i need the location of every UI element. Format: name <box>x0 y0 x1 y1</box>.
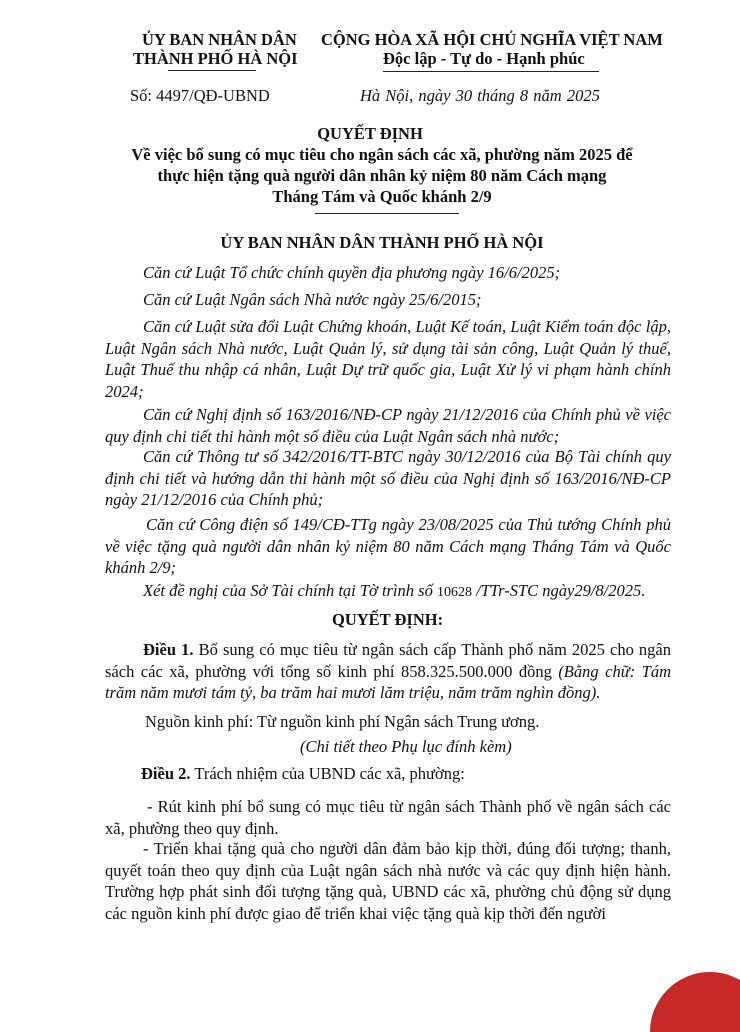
basis-6: Căn cứ Công điện số 149/CĐ-TTg ngày 23/08/2025 của Thủ tướng Chính phủ về việc tặng quà người dân nhân kỷ niệm 80 năm Cách mạng Tháng Tám và Quốc khánh 2/9; <box>105 515 671 577</box>
article-2: Điều 2. Trách nhiệm của UBND các xã, phường: <box>141 764 465 783</box>
agency-line2: THÀNH PHỐ HÀ NỘI <box>133 49 298 68</box>
subject-line1: Về việc bổ sung có mục tiêu cho ngân sách các xã, phường năm 2025 để <box>131 145 633 164</box>
detail-note: (Chi tiết theo Phụ lục đính kèm) <box>300 737 512 756</box>
article-2-item-2: - Triển khai tặng quà cho người dân đảm bảo kịp thời, đúng đối tượng; thanh, quyết toán theo quy định của Luật ngân sách nhà nước và các quy định hiện hành. Trường hợp phát sinh đối tượng tặng quà, UBND các xã, phường chủ động sử dụng các nguồn kinh phí được giao để triển khai việc tặng quà kịp thời đến người <box>105 839 671 923</box>
basis-5: Căn cứ Thông tư số 342/2016/TT-BTC ngày 30/12/2016 của Bộ Tài chính quy định chi tiết và hướng dẫn thi hành một số điều của Nghị định số 163/2016/NĐ-CP ngày 21/12/2016 của Chính phủ; <box>105 447 671 509</box>
nation-underline <box>383 71 599 72</box>
issuing-authority: ỦY BAN NHÂN DÂN THÀNH PHỐ HÀ NỘI <box>220 233 544 252</box>
decides-heading: QUYẾT ĐỊNH: <box>332 610 444 629</box>
nation-line2: Độc lập - Tự do - Hạnh phúc <box>383 49 585 68</box>
article-2-item-1: - Rút kinh phí bổ sung có mục tiêu từ ngân sách Thành phố về ngân sách các xã, phường theo quy định. <box>105 797 671 838</box>
corner-decoration <box>650 972 740 1032</box>
basis-3: Căn cứ Luật sửa đổi Luật Chứng khoán, Luật Kế toán, Luật Kiểm toán độc lập, Luật Ngân sách Nhà nước, Luật Quản lý, sử dụng tài sản công, Luật Quản lý thuế, Luật Thuế thu nhập cá nhân, Luật Dự trữ quốc gia, Luật Xử lý vi phạm hành chính 2024; <box>105 317 671 401</box>
doc-number: Số: 4497/QĐ-UBND <box>130 86 270 105</box>
subject-line2: thực hiện tặng quà người dân nhân kỷ niệm 80 năm Cách mạng <box>157 166 607 185</box>
nation-line1: CỘNG HÒA XÃ HỘI CHỦ NGHĨA VIỆT NAM <box>321 30 663 49</box>
proposal-line: Xét đề nghị của Sở Tài chính tại Tờ trình số 10628 /TTr-STC ngày29/8/2025. <box>143 581 646 600</box>
funding-source: Nguồn kinh phí: Từ nguồn kinh phí Ngân sách Trung ương. <box>145 712 540 731</box>
place-date: Hà Nội, ngày 30 tháng 8 năm 2025 <box>360 86 600 105</box>
article-1-label: Điều 1. <box>143 640 194 659</box>
title-underline <box>315 213 459 214</box>
proposal-number: 10628 <box>436 585 472 600</box>
basis-4: Căn cứ Nghị định số 163/2016/NĐ-CP ngày 21/12/2016 của Chính phủ về việc quy định chi tiết thi hành một số điều của Luật Ngân sách nhà nước; <box>105 405 671 446</box>
agency-underline <box>168 70 256 71</box>
decision-title: QUYẾT ĐỊNH <box>317 124 423 143</box>
article-1: Điều 1. Bổ sung có mục tiêu từ ngân sách cấp Thành phố năm 2025 cho ngân sách các xã, phường với tổng số kinh phí 858.325.500.000 đồng (Bằng chữ: Tám trăm năm mươi tám tỷ, ba trăm hai mươi lăm triệu, năm trăm nghìn đồng). <box>105 640 672 702</box>
basis-2: Căn cứ Luật Ngân sách Nhà nước ngày 25/6/2015; <box>143 290 482 309</box>
article-2-label: Điều 2. <box>141 764 191 783</box>
amount-in-words: (Bằng chữ: Tám trăm năm mươi tám tỷ, ba trăm hai mươi lăm triệu, năm trăm nghìn đồng). <box>105 661 672 702</box>
basis-1: Căn cứ Luật Tổ chức chính quyền địa phương ngày 16/6/2025; <box>143 263 561 282</box>
subject-line3: Tháng Tám và Quốc khánh 2/9 <box>272 187 492 206</box>
agency-line1: ỦY BAN NHÂN DÂN <box>142 30 297 49</box>
